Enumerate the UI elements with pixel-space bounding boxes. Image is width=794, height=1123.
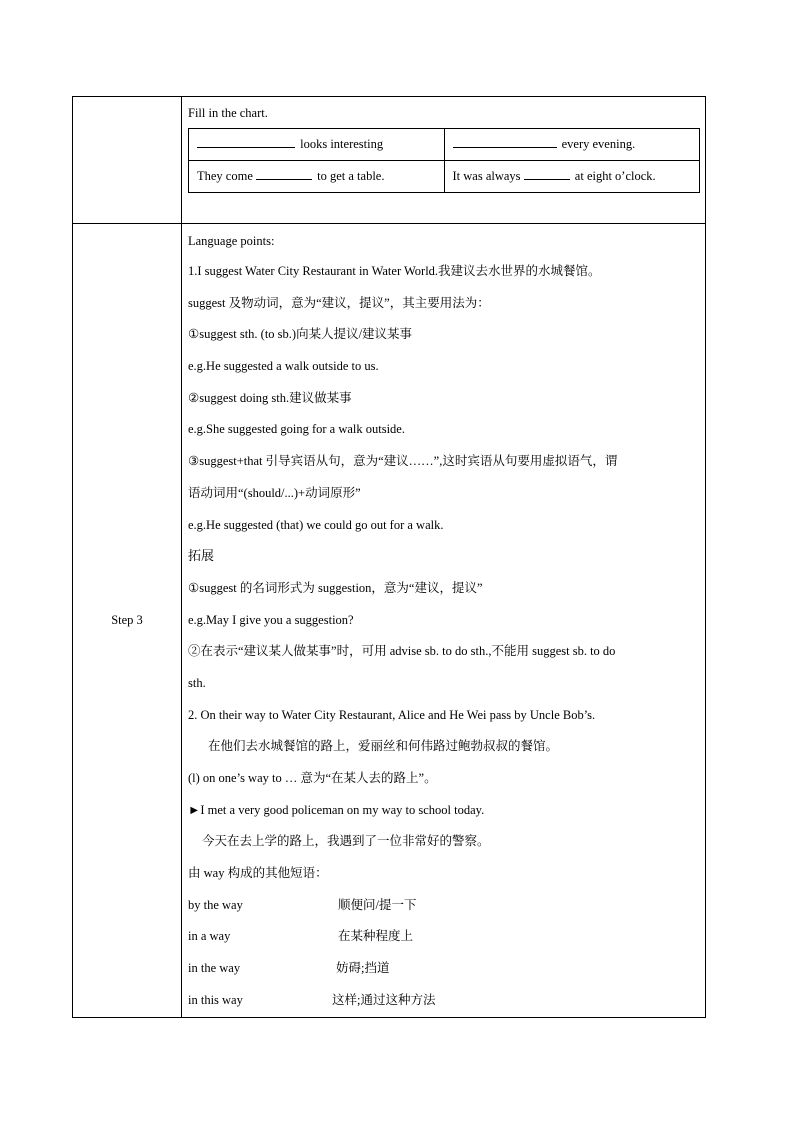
phrase-en: in the way — [188, 961, 241, 976]
phrase-cn: 这样;通过这种方法 — [332, 992, 436, 1007]
phrase-row — [188, 890, 699, 922]
phrase-cn: 顺便问/提一下 — [338, 897, 417, 912]
blank-line — [524, 169, 570, 180]
blank-line — [256, 169, 312, 180]
phrase-en: by the way — [188, 897, 243, 912]
example-line: e.g.May I give you a suggestion? — [188, 612, 354, 627]
phrase-cn: 妨碍;挡道 — [336, 961, 390, 976]
chart-cell — [444, 161, 700, 193]
lesson-table — [72, 96, 706, 1018]
language-points-cell — [182, 224, 706, 1018]
text-line: suggest 及物动词，意为“建议，提议”，其主要用法为： — [188, 295, 490, 310]
chart-cell-text: at eight o’clock. — [571, 169, 656, 183]
blank-line — [453, 137, 557, 148]
text-line: ②suggest doing sth.建议做某事 — [188, 390, 352, 405]
example-line: e.g.He suggested a walk outside to us. — [188, 359, 379, 374]
phrase-row — [188, 985, 699, 1017]
example-line: ►I met a very good policeman on my way to school today. — [188, 802, 485, 817]
fill-instruction: Fill in the chart. — [188, 106, 268, 120]
phrase-row — [188, 953, 699, 985]
phrase-cn: 在某种程度上 — [338, 929, 414, 944]
chart-cell-text: It was always — [452, 169, 524, 183]
step-label: Step 3 — [73, 224, 182, 1018]
text-line: 2. On their way to Water City Restaurant, Alice and He Wei pass by Uncle Bob’s. — [188, 707, 596, 722]
text-line: 由 way 构成的其他短语： — [188, 866, 328, 881]
table-row — [73, 224, 706, 1018]
chart-cell-text: every evening. — [558, 137, 636, 151]
translation-line: 在他们去水城餐馆的路上，爱丽丝和何伟路过鲍勃叔叔的餐馆。 — [208, 739, 559, 754]
step-cell-empty — [73, 97, 182, 224]
text-line: (l) on one’s way to … 意为“在某人去的路上”。 — [188, 771, 437, 785]
text-line: ①suggest 的名词形式为 suggestion，意为“建议，提议” — [188, 580, 483, 595]
phrase-en: in a way — [188, 929, 231, 944]
chart-cell — [444, 129, 700, 161]
extension-heading: 拓展 — [188, 549, 215, 565]
text-line: ③suggest+that 引导宾语从句，意为“建议……”,这时宾语从句要用虚拟语气，谓 — [188, 454, 618, 469]
chart-cell — [189, 129, 445, 161]
text-line: 1.I suggest Water City Restaurant in Water World.我建议去水世界的水城餐馆。 — [188, 264, 601, 278]
fill-chart — [188, 128, 700, 193]
text-line: 语动词用“(should/...)+动词原形” — [188, 485, 361, 500]
blank-line — [197, 137, 295, 148]
text-line: ①suggest sth. (to sb.)向某人提议/建议某事 — [188, 327, 413, 342]
chart-row — [189, 129, 700, 161]
chart-cell-text: They come — [197, 169, 257, 183]
text-line: sth. — [188, 675, 206, 690]
table-row — [73, 97, 706, 224]
chart-row — [189, 161, 700, 193]
chart-cell — [189, 161, 445, 193]
example-line: e.g.She suggested going for a walk outside. — [188, 422, 405, 437]
language-points — [182, 224, 705, 1017]
phrase-row — [188, 921, 699, 953]
chart-cell-text: looks interesting — [297, 137, 384, 151]
translation-line: 今天在去上学的路上，我遇到了一位非常好的警察。 — [202, 834, 490, 849]
text-line: ②在表示“建议某人做某事”时，可用 advise sb. to do sth.,不能用 suggest sb. to do — [188, 644, 616, 659]
section-heading: Language points: — [188, 234, 275, 248]
example-line: e.g.He suggested (that) we could go out for a walk. — [188, 517, 444, 532]
activity-cell — [182, 97, 706, 224]
phrase-en: in this way — [188, 992, 243, 1007]
chart-cell-text: to get a table. — [314, 169, 385, 183]
